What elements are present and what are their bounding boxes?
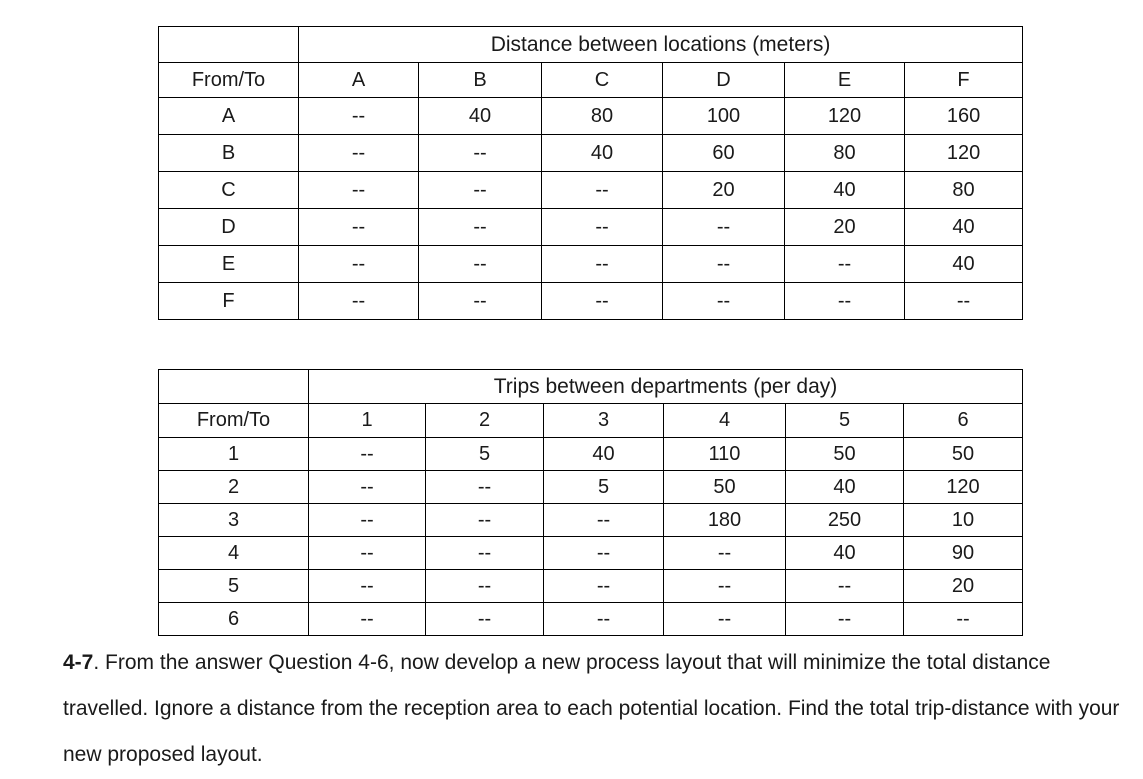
distance-cell: -- <box>785 283 905 320</box>
trips-col-header: 2 <box>426 404 544 438</box>
trips-cell: -- <box>664 537 786 570</box>
distance-row <box>159 209 1023 246</box>
trips-col-header: 4 <box>664 404 786 438</box>
trips-cell: 90 <box>904 537 1023 570</box>
trips-cell: 40 <box>544 438 664 471</box>
trips-cell: -- <box>309 603 426 636</box>
distance-cell: 120 <box>785 98 905 135</box>
distance-row <box>159 246 1023 283</box>
distance-cell: -- <box>663 283 785 320</box>
distance-title-row <box>159 27 1023 63</box>
distance-table-title: Distance between locations (meters) <box>299 27 1023 63</box>
trips-cell: -- <box>309 570 426 603</box>
trips-cell: -- <box>786 570 904 603</box>
trips-cell: -- <box>664 603 786 636</box>
trips-col-header: 5 <box>786 404 904 438</box>
distance-cell: -- <box>542 172 663 209</box>
trips-cell: -- <box>664 570 786 603</box>
distance-cell: 40 <box>785 172 905 209</box>
distance-corner-blank <box>159 27 299 63</box>
trips-cell: -- <box>426 504 544 537</box>
distance-cell: 40 <box>905 209 1023 246</box>
distance-cell: -- <box>419 209 542 246</box>
distance-header-row <box>159 63 1023 98</box>
distance-cell: -- <box>663 209 785 246</box>
trips-cell: 120 <box>904 471 1023 504</box>
trips-title-row <box>159 370 1023 404</box>
trips-col-header: 3 <box>544 404 664 438</box>
trips-col-header: 1 <box>309 404 426 438</box>
distance-row-label: E <box>159 246 299 283</box>
trips-table <box>158 369 1023 636</box>
distance-cell: -- <box>419 246 542 283</box>
distance-row-label: D <box>159 209 299 246</box>
distance-row <box>159 283 1023 320</box>
distance-cell: -- <box>542 246 663 283</box>
trips-header-row <box>159 404 1023 438</box>
trips-cell: -- <box>544 570 664 603</box>
distance-cell: 20 <box>785 209 905 246</box>
distance-cell: 160 <box>905 98 1023 135</box>
question-number: 4-7 <box>63 651 94 674</box>
distance-cell: -- <box>663 246 785 283</box>
distance-cell: 80 <box>905 172 1023 209</box>
distance-cell: -- <box>299 246 419 283</box>
distance-cell: -- <box>542 209 663 246</box>
distance-cell: 40 <box>905 246 1023 283</box>
trips-cell: 50 <box>664 471 786 504</box>
trips-table-title: Trips between departments (per day) <box>309 370 1023 404</box>
question-text: . From the answer Question 4-6, now develop a new process layout that will minimize the total distance travelled. Ignore a distance from the reception area to each potential location. Find the total trip-distance with your new proposed layout. <box>63 651 1120 766</box>
trips-cell: -- <box>426 570 544 603</box>
distance-row <box>159 172 1023 209</box>
trips-row <box>159 603 1023 636</box>
trips-row <box>159 570 1023 603</box>
trips-cell: 5 <box>544 471 664 504</box>
distance-cell: 40 <box>542 135 663 172</box>
distance-cell: 20 <box>663 172 785 209</box>
trips-corner-blank <box>159 370 309 404</box>
trips-row-label: 2 <box>159 471 309 504</box>
trips-cell: -- <box>426 603 544 636</box>
distance-cell: -- <box>905 283 1023 320</box>
trips-row-label: 5 <box>159 570 309 603</box>
distance-cell: -- <box>419 283 542 320</box>
trips-cell: -- <box>309 504 426 537</box>
trips-row <box>159 471 1023 504</box>
trips-row-label: 3 <box>159 504 309 537</box>
distance-row <box>159 98 1023 135</box>
distance-cell: -- <box>299 135 419 172</box>
trips-row-label: 4 <box>159 537 309 570</box>
trips-col-header: 6 <box>904 404 1023 438</box>
distance-col-header: F <box>905 63 1023 98</box>
distance-row-label: B <box>159 135 299 172</box>
trips-row <box>159 438 1023 471</box>
trips-row-label: 6 <box>159 603 309 636</box>
distance-cell: -- <box>419 135 542 172</box>
trips-cell: -- <box>426 471 544 504</box>
trips-cell: -- <box>904 603 1023 636</box>
trips-cell: -- <box>426 537 544 570</box>
distance-cell: -- <box>542 283 663 320</box>
trips-row-label: 1 <box>159 438 309 471</box>
trips-cell: -- <box>544 603 664 636</box>
distance-cell: 40 <box>419 98 542 135</box>
distance-row <box>159 135 1023 172</box>
distance-cell: -- <box>299 172 419 209</box>
trips-cell: 40 <box>786 471 904 504</box>
question-paragraph <box>63 640 1123 778</box>
trips-cell: -- <box>786 603 904 636</box>
distance-row-label: C <box>159 172 299 209</box>
trips-cell: 50 <box>786 438 904 471</box>
trips-cell: 250 <box>786 504 904 537</box>
trips-cell: 20 <box>904 570 1023 603</box>
trips-cell: -- <box>544 504 664 537</box>
distance-cell: 100 <box>663 98 785 135</box>
trips-row <box>159 537 1023 570</box>
distance-col-header: A <box>299 63 419 98</box>
distance-cell: 60 <box>663 135 785 172</box>
distance-cell: 120 <box>905 135 1023 172</box>
distance-cell: -- <box>419 172 542 209</box>
distance-cell: -- <box>299 209 419 246</box>
distance-col-header: E <box>785 63 905 98</box>
distance-col-header: B <box>419 63 542 98</box>
trips-cell: 5 <box>426 438 544 471</box>
distance-corner-label: From/To <box>159 63 299 98</box>
distance-cell: -- <box>299 283 419 320</box>
distance-col-header: C <box>542 63 663 98</box>
distance-row-label: F <box>159 283 299 320</box>
trips-cell: 10 <box>904 504 1023 537</box>
distance-cell: 80 <box>542 98 663 135</box>
trips-cell: 50 <box>904 438 1023 471</box>
distance-row-label: A <box>159 98 299 135</box>
distance-cell: -- <box>299 98 419 135</box>
trips-row <box>159 504 1023 537</box>
trips-cell: 110 <box>664 438 786 471</box>
trips-cell: -- <box>544 537 664 570</box>
distance-table <box>158 26 1023 320</box>
trips-cell: -- <box>309 537 426 570</box>
trips-corner-label: From/To <box>159 404 309 438</box>
trips-cell: 40 <box>786 537 904 570</box>
distance-col-header: D <box>663 63 785 98</box>
trips-cell: -- <box>309 438 426 471</box>
trips-cell: -- <box>309 471 426 504</box>
trips-cell: 180 <box>664 504 786 537</box>
distance-cell: -- <box>785 246 905 283</box>
distance-cell: 80 <box>785 135 905 172</box>
